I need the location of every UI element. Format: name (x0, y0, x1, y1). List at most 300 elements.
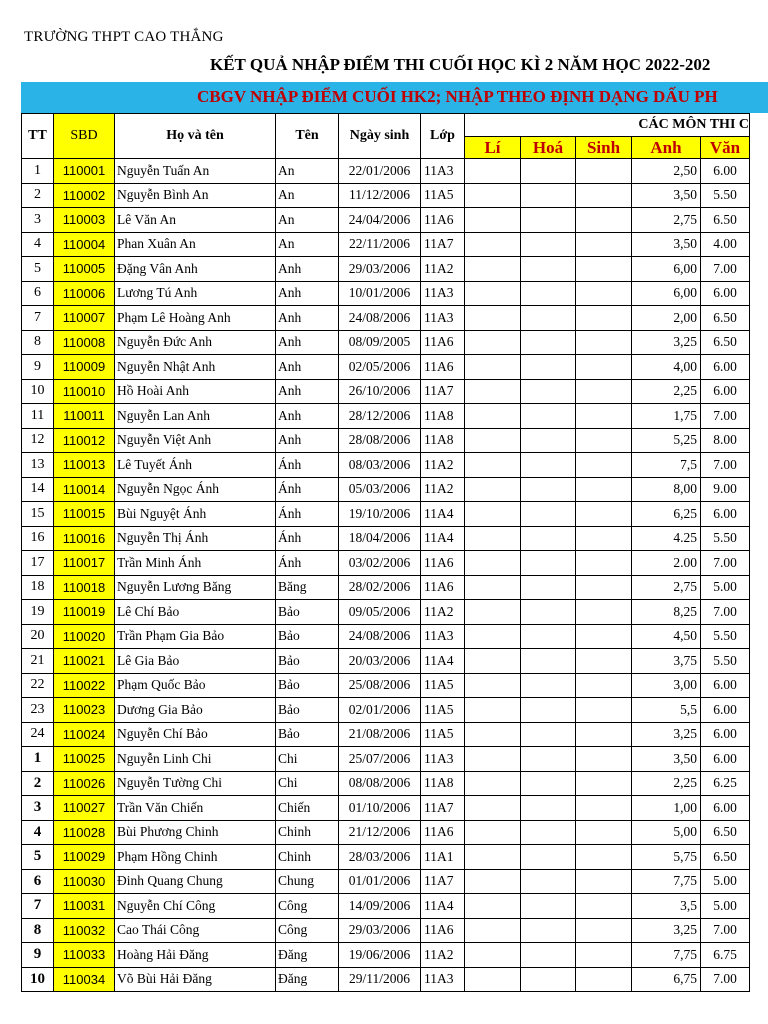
row-tt: 6 (22, 281, 54, 306)
header-row (22, 114, 750, 137)
row-li[interactable] (465, 796, 521, 821)
row-ten: Ánh (276, 526, 339, 551)
row-sbd: 110034 (54, 967, 115, 992)
row-dob: 28/08/2006 (339, 428, 421, 453)
row-sbd: 110016 (54, 526, 115, 551)
row-van: 6.00 (701, 159, 750, 184)
row-dob: 08/08/2006 (339, 771, 421, 796)
row-ten: Đăng (276, 943, 339, 968)
row-lop: 11A6 (421, 355, 465, 380)
row-ten: An (276, 159, 339, 184)
row-anh: 3,25 (632, 918, 701, 943)
row-anh: 4.25 (632, 526, 701, 551)
row-dob: 02/05/2006 (339, 355, 421, 380)
table-row (22, 673, 750, 698)
row-li[interactable] (465, 379, 521, 404)
row-van: 6.00 (701, 747, 750, 772)
row-anh: 6,75 (632, 967, 701, 992)
row-ten: Anh (276, 428, 339, 453)
row-anh: 4,00 (632, 355, 701, 380)
row-hoa[interactable] (521, 575, 576, 600)
row-sbd: 110023 (54, 698, 115, 723)
row-li[interactable] (465, 918, 521, 943)
row-sinh[interactable] (576, 918, 632, 943)
row-name: Phan Xuân An (115, 232, 276, 257)
row-sbd: 110017 (54, 551, 115, 576)
row-dob: 21/12/2006 (339, 820, 421, 845)
row-tt: 8 (22, 330, 54, 355)
table-row (22, 649, 750, 674)
row-lop: 11A7 (421, 796, 465, 821)
row-name: Nguyễn Thị Ánh (115, 526, 276, 551)
row-name: Nguyễn Ngọc Ánh (115, 477, 276, 502)
row-van: 6.00 (701, 379, 750, 404)
row-sinh[interactable] (576, 575, 632, 600)
row-hoa[interactable] (521, 526, 576, 551)
row-name: Nguyễn Bình An (115, 183, 276, 208)
row-anh: 2,00 (632, 306, 701, 331)
row-anh: 6,00 (632, 257, 701, 282)
row-hoa[interactable] (521, 306, 576, 331)
subject-anh: Anh (632, 137, 701, 159)
table-row (22, 845, 750, 870)
row-hoa[interactable] (521, 845, 576, 870)
row-li[interactable] (465, 232, 521, 257)
row-anh: 3,75 (632, 649, 701, 674)
row-lop: 11A8 (421, 428, 465, 453)
row-sinh[interactable] (576, 967, 632, 992)
row-hoa[interactable] (521, 183, 576, 208)
row-dob: 26/10/2006 (339, 379, 421, 404)
row-li[interactable] (465, 281, 521, 306)
row-li[interactable] (465, 183, 521, 208)
row-van: 6.00 (701, 502, 750, 527)
row-hoa[interactable] (521, 159, 576, 184)
row-name: Lê Văn An (115, 208, 276, 233)
row-van: 5.50 (701, 526, 750, 551)
row-dob: 11/12/2006 (339, 183, 421, 208)
row-sbd: 110011 (54, 404, 115, 429)
row-hoa[interactable] (521, 624, 576, 649)
row-van: 7.00 (701, 600, 750, 625)
row-anh: 3,50 (632, 232, 701, 257)
row-dob: 29/03/2006 (339, 257, 421, 282)
row-name: Cao Thái Công (115, 918, 276, 943)
row-sbd: 110024 (54, 722, 115, 747)
row-anh: 2,25 (632, 379, 701, 404)
row-sinh[interactable] (576, 404, 632, 429)
row-lop: 11A3 (421, 624, 465, 649)
row-hoa[interactable] (521, 551, 576, 576)
table-row (22, 208, 750, 233)
subject-sinh: Sinh (576, 137, 632, 159)
row-name: Phạm Quốc Bảo (115, 673, 276, 698)
row-hoa[interactable] (521, 404, 576, 429)
row-anh: 3,25 (632, 330, 701, 355)
row-tt: 16 (22, 526, 54, 551)
row-hoa[interactable] (521, 600, 576, 625)
table-row (22, 820, 750, 845)
row-name: Lê Chí Bảo (115, 600, 276, 625)
row-li[interactable] (465, 355, 521, 380)
row-dob: 09/05/2006 (339, 600, 421, 625)
row-lop: 11A8 (421, 404, 465, 429)
row-lop: 11A6 (421, 918, 465, 943)
row-tt: 8 (22, 918, 54, 943)
row-sinh[interactable] (576, 208, 632, 233)
row-dob: 21/08/2006 (339, 722, 421, 747)
row-hoa[interactable] (521, 379, 576, 404)
row-ten: Anh (276, 404, 339, 429)
row-tt: 20 (22, 624, 54, 649)
row-tt: 7 (22, 894, 54, 919)
table-row (22, 551, 750, 576)
row-van: 5.50 (701, 183, 750, 208)
row-sbd: 110032 (54, 918, 115, 943)
row-tt: 19 (22, 600, 54, 625)
row-hoa[interactable] (521, 967, 576, 992)
header-dob: Ngày sinh (339, 114, 421, 159)
table-row (22, 428, 750, 453)
row-name: Trần Phạm Gia Bảo (115, 624, 276, 649)
row-li[interactable] (465, 624, 521, 649)
row-ten: Chinh (276, 845, 339, 870)
row-tt: 6 (22, 869, 54, 894)
row-tt: 5 (22, 257, 54, 282)
row-name: Trần Văn Chiến (115, 796, 276, 821)
row-lop: 11A6 (421, 330, 465, 355)
row-hoa[interactable] (521, 918, 576, 943)
table-row (22, 355, 750, 380)
row-sinh[interactable] (576, 330, 632, 355)
row-van: 5.00 (701, 894, 750, 919)
row-sinh[interactable] (576, 453, 632, 478)
row-hoa[interactable] (521, 257, 576, 282)
row-li[interactable] (465, 575, 521, 600)
row-van: 7.00 (701, 453, 750, 478)
row-hoa[interactable] (521, 722, 576, 747)
row-hoa[interactable] (521, 673, 576, 698)
row-hoa[interactable] (521, 747, 576, 772)
row-name: Đặng Vân Anh (115, 257, 276, 282)
row-ten: Bảo (276, 673, 339, 698)
row-van: 5.50 (701, 649, 750, 674)
row-name: Hồ Hoài Anh (115, 379, 276, 404)
row-ten: Anh (276, 257, 339, 282)
row-van: 5.00 (701, 575, 750, 600)
table-row (22, 869, 750, 894)
row-ten: Anh (276, 281, 339, 306)
subject-hoa: Hoá (521, 137, 576, 159)
row-sinh[interactable] (576, 820, 632, 845)
row-hoa[interactable] (521, 428, 576, 453)
row-li[interactable] (465, 894, 521, 919)
row-van: 5.00 (701, 869, 750, 894)
row-van: 6.75 (701, 943, 750, 968)
row-dob: 24/08/2006 (339, 624, 421, 649)
table-row (22, 404, 750, 429)
row-hoa[interactable] (521, 869, 576, 894)
row-dob: 19/10/2006 (339, 502, 421, 527)
row-sinh[interactable] (576, 649, 632, 674)
row-li[interactable] (465, 771, 521, 796)
row-li[interactable] (465, 722, 521, 747)
row-dob: 02/01/2006 (339, 698, 421, 723)
row-van: 7.00 (701, 551, 750, 576)
row-lop: 11A4 (421, 502, 465, 527)
row-sbd: 110009 (54, 355, 115, 380)
row-hoa[interactable] (521, 796, 576, 821)
row-hoa[interactable] (521, 502, 576, 527)
row-sinh[interactable] (576, 894, 632, 919)
row-lop: 11A7 (421, 869, 465, 894)
row-li[interactable] (465, 869, 521, 894)
row-tt: 24 (22, 722, 54, 747)
row-sinh[interactable] (576, 306, 632, 331)
row-li[interactable] (465, 943, 521, 968)
row-sinh[interactable] (576, 477, 632, 502)
row-van: 6.00 (701, 796, 750, 821)
row-sbd: 110022 (54, 673, 115, 698)
table-row (22, 281, 750, 306)
row-hoa[interactable] (521, 820, 576, 845)
row-tt: 1 (22, 747, 54, 772)
row-sinh[interactable] (576, 232, 632, 257)
table-row (22, 698, 750, 723)
row-van: 4.00 (701, 232, 750, 257)
row-sinh[interactable] (576, 502, 632, 527)
header-ten: Tên (276, 114, 339, 159)
row-name: Võ Bùi Hải Đăng (115, 967, 276, 992)
row-hoa[interactable] (521, 281, 576, 306)
row-sinh[interactable] (576, 257, 632, 282)
row-tt: 12 (22, 428, 54, 453)
row-li[interactable] (465, 551, 521, 576)
row-sinh[interactable] (576, 845, 632, 870)
row-sinh[interactable] (576, 624, 632, 649)
row-lop: 11A7 (421, 232, 465, 257)
row-lop: 11A5 (421, 722, 465, 747)
row-li[interactable] (465, 428, 521, 453)
table-row (22, 477, 750, 502)
row-anh: 2,75 (632, 208, 701, 233)
row-anh: 1,75 (632, 404, 701, 429)
row-ten: Bảo (276, 649, 339, 674)
row-ten: Chi (276, 747, 339, 772)
row-li[interactable] (465, 208, 521, 233)
row-hoa[interactable] (521, 477, 576, 502)
table-row (22, 379, 750, 404)
row-dob: 24/04/2006 (339, 208, 421, 233)
row-sinh[interactable] (576, 747, 632, 772)
row-sbd: 110020 (54, 624, 115, 649)
subject-van: Văn (701, 137, 750, 159)
row-sinh[interactable] (576, 428, 632, 453)
row-ten: Bảo (276, 624, 339, 649)
row-name: Bùi Nguyệt Ánh (115, 502, 276, 527)
row-lop: 11A2 (421, 477, 465, 502)
row-sinh[interactable] (576, 159, 632, 184)
row-tt: 14 (22, 477, 54, 502)
row-name: Nguyễn Việt Anh (115, 428, 276, 453)
row-anh: 2,50 (632, 159, 701, 184)
row-van: 6.50 (701, 306, 750, 331)
row-tt: 21 (22, 649, 54, 674)
header-name: Họ và tên (115, 114, 276, 159)
row-tt: 10 (22, 379, 54, 404)
row-anh: 7,75 (632, 943, 701, 968)
row-tt: 2 (22, 771, 54, 796)
row-anh: 3,25 (632, 722, 701, 747)
page-title: KẾT QUẢ NHẬP ĐIỂM THI CUỐI HỌC KÌ 2 NĂM HỌC 2022-202 (210, 55, 711, 74)
table-row (22, 722, 750, 747)
table-row (22, 894, 750, 919)
row-dob: 05/03/2006 (339, 477, 421, 502)
row-name: Phạm Lê Hoàng Anh (115, 306, 276, 331)
row-li[interactable] (465, 477, 521, 502)
row-sinh[interactable] (576, 943, 632, 968)
row-van: 5.50 (701, 624, 750, 649)
row-lop: 11A5 (421, 673, 465, 698)
row-hoa[interactable] (521, 649, 576, 674)
row-name: Nguyễn Đức Anh (115, 330, 276, 355)
row-ten: Đăng (276, 967, 339, 992)
row-name: Hoàng Hải Đăng (115, 943, 276, 968)
row-van: 6.00 (701, 355, 750, 380)
row-dob: 24/08/2006 (339, 306, 421, 331)
row-sbd: 110005 (54, 257, 115, 282)
row-hoa[interactable] (521, 355, 576, 380)
row-name: Lê Gia Bảo (115, 649, 276, 674)
row-li[interactable] (465, 845, 521, 870)
row-li[interactable] (465, 600, 521, 625)
row-tt: 13 (22, 453, 54, 478)
row-anh: 7,75 (632, 869, 701, 894)
row-lop: 11A6 (421, 208, 465, 233)
row-anh: 3,50 (632, 747, 701, 772)
row-sinh[interactable] (576, 600, 632, 625)
row-ten: Chiến (276, 796, 339, 821)
row-hoa[interactable] (521, 208, 576, 233)
table-row (22, 943, 750, 968)
table-row (22, 526, 750, 551)
row-lop: 11A2 (421, 600, 465, 625)
row-ten: Bảo (276, 698, 339, 723)
row-sinh[interactable] (576, 355, 632, 380)
row-ten: Công (276, 918, 339, 943)
row-name: Nguyễn Tường Chi (115, 771, 276, 796)
row-ten: Chi (276, 771, 339, 796)
row-li[interactable] (465, 820, 521, 845)
row-name: Phạm Hồng Chinh (115, 845, 276, 870)
row-li[interactable] (465, 526, 521, 551)
row-sinh[interactable] (576, 183, 632, 208)
row-sinh[interactable] (576, 673, 632, 698)
row-van: 7.00 (701, 918, 750, 943)
row-hoa[interactable] (521, 771, 576, 796)
row-li[interactable] (465, 673, 521, 698)
row-dob: 25/07/2006 (339, 747, 421, 772)
table-row (22, 330, 750, 355)
row-li[interactable] (465, 502, 521, 527)
row-li[interactable] (465, 330, 521, 355)
row-sinh[interactable] (576, 796, 632, 821)
row-li[interactable] (465, 404, 521, 429)
row-hoa[interactable] (521, 453, 576, 478)
row-hoa[interactable] (521, 894, 576, 919)
row-lop: 11A4 (421, 894, 465, 919)
row-tt: 9 (22, 943, 54, 968)
row-dob: 20/03/2006 (339, 649, 421, 674)
row-name: Nguyễn Lan Anh (115, 404, 276, 429)
row-li[interactable] (465, 649, 521, 674)
row-sbd: 110031 (54, 894, 115, 919)
row-lop: 11A8 (421, 771, 465, 796)
table-row (22, 575, 750, 600)
table-row (22, 159, 750, 184)
row-dob: 19/06/2006 (339, 943, 421, 968)
row-sinh[interactable] (576, 526, 632, 551)
row-li[interactable] (465, 698, 521, 723)
row-sinh[interactable] (576, 869, 632, 894)
row-dob: 28/12/2006 (339, 404, 421, 429)
row-dob: 29/11/2006 (339, 967, 421, 992)
row-li[interactable] (465, 159, 521, 184)
row-name: Nguyễn Tuấn An (115, 159, 276, 184)
row-hoa[interactable] (521, 698, 576, 723)
row-hoa[interactable] (521, 232, 576, 257)
table-row (22, 918, 750, 943)
row-dob: 10/01/2006 (339, 281, 421, 306)
row-lop: 11A4 (421, 526, 465, 551)
row-sinh[interactable] (576, 281, 632, 306)
table-row (22, 967, 750, 992)
row-lop: 11A3 (421, 281, 465, 306)
row-li[interactable] (465, 747, 521, 772)
row-van: 6.50 (701, 330, 750, 355)
row-sinh[interactable] (576, 722, 632, 747)
row-sinh[interactable] (576, 698, 632, 723)
row-tt: 4 (22, 820, 54, 845)
row-li[interactable] (465, 306, 521, 331)
row-lop: 11A3 (421, 159, 465, 184)
row-li[interactable] (465, 453, 521, 478)
row-sinh[interactable] (576, 551, 632, 576)
row-anh: 3,50 (632, 183, 701, 208)
row-hoa[interactable] (521, 943, 576, 968)
row-tt: 3 (22, 208, 54, 233)
row-anh: 2,75 (632, 575, 701, 600)
row-van: 7.00 (701, 257, 750, 282)
row-sbd: 110008 (54, 330, 115, 355)
row-dob: 28/02/2006 (339, 575, 421, 600)
row-ten: Ánh (276, 502, 339, 527)
row-hoa[interactable] (521, 330, 576, 355)
row-anh: 2,25 (632, 771, 701, 796)
row-name: Nguyễn Nhật Anh (115, 355, 276, 380)
row-li[interactable] (465, 257, 521, 282)
row-sinh[interactable] (576, 379, 632, 404)
row-ten: Bảo (276, 722, 339, 747)
row-sbd: 110014 (54, 477, 115, 502)
row-van: 6.50 (701, 208, 750, 233)
row-sbd: 110015 (54, 502, 115, 527)
row-sinh[interactable] (576, 771, 632, 796)
header-sbd: SBD (54, 114, 115, 159)
row-sbd: 110028 (54, 820, 115, 845)
row-li[interactable] (465, 967, 521, 992)
row-ten: Băng (276, 575, 339, 600)
